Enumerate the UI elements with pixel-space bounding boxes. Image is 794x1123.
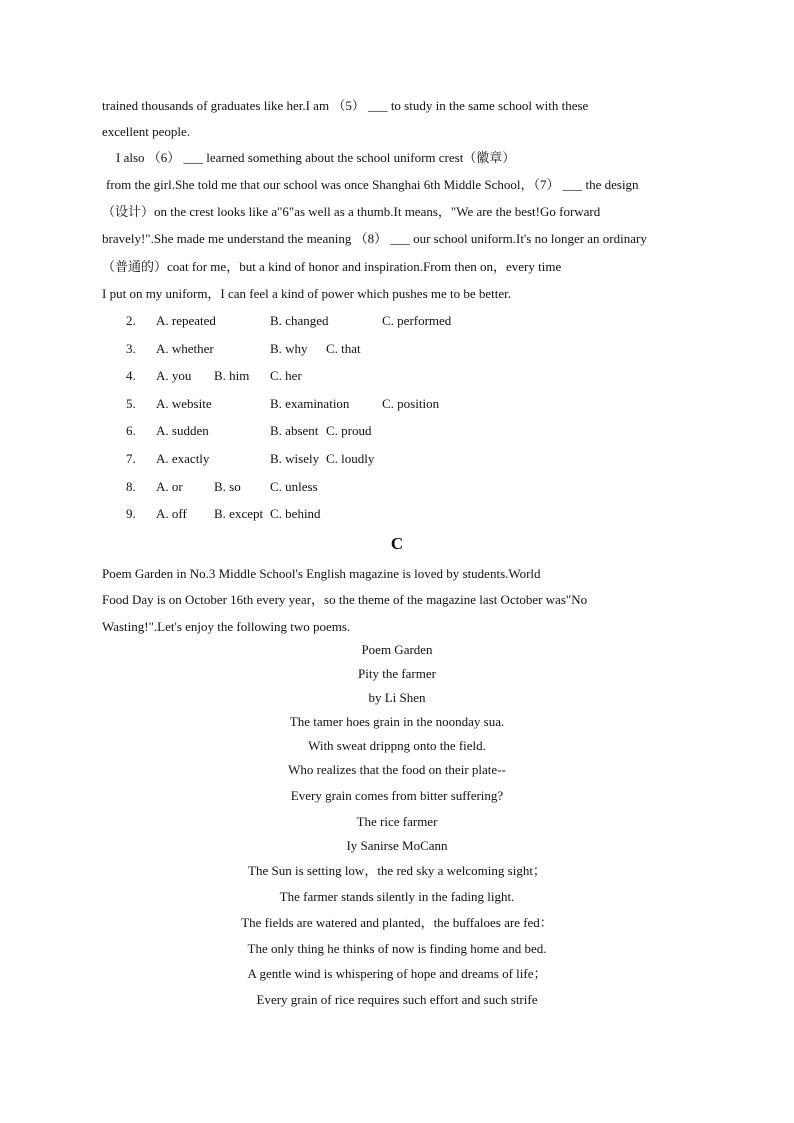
poem-1-author: by Li Shen <box>368 690 426 705</box>
option-c: C. performed <box>382 313 452 328</box>
option-c: C. that <box>326 340 361 356</box>
option-b: B. examination <box>270 395 350 411</box>
poem-title: Poem Garden <box>361 642 433 657</box>
question-options-list <box>126 311 526 532</box>
poem-line: The tamer hoes grain in the noonday sua. <box>289 714 505 729</box>
question-row <box>126 449 526 477</box>
poem-2-title: The rice farmer <box>356 814 438 829</box>
question-row <box>126 311 526 339</box>
poem-line: The Sun is setting low，the red sky a welcoming sight； <box>248 863 546 878</box>
question-row <box>126 366 526 394</box>
option-a: A. or <box>156 478 183 494</box>
option-a: A. website <box>156 395 212 411</box>
question-row <box>126 394 526 422</box>
option-c: C. her <box>270 368 302 384</box>
option-a: A. off <box>156 506 187 522</box>
option-c: C. behind <box>270 506 321 522</box>
passage-line-1: trained thousands of graduates like her.I am （5） ___ to study in the same school with these <box>102 98 589 113</box>
intro-line-3: Wasting!".Let's enjoy the following two poems. <box>102 619 351 634</box>
poem-line: The farmer stands silently in the fading light. <box>279 889 515 904</box>
option-b: B. changed <box>270 313 329 328</box>
passage-line-7: （普通的）coat for me，but a kind of honor and inspiration.From then on，every time <box>102 259 562 274</box>
question-number: 5. <box>126 395 136 411</box>
passage-line-5: （设计）on the crest looks like a"6"as well as a thumb.It means，"We are the best!Go forward <box>102 204 601 219</box>
passage-line-3: I also （6） ___ learned something about the school uniform crest（徽章） <box>116 150 516 165</box>
option-b: B. why <box>270 340 308 356</box>
option-a: A. sudden <box>156 423 209 439</box>
question-number: 6. <box>126 423 136 439</box>
question-number: 8. <box>126 478 136 494</box>
question-number: 9. <box>126 506 136 522</box>
passage-line-6: bravely!".She made me understand the meaning （8） ___ our school uniform.It's no longer an ordinary <box>102 231 647 246</box>
poem-1-title: Pity the farmer <box>358 666 436 681</box>
question-number: 7. <box>126 450 136 466</box>
poem-line: Who realizes that the food on their plate-- <box>288 762 506 777</box>
question-row <box>126 421 526 449</box>
question-row <box>126 339 526 367</box>
option-a: A. you <box>156 368 192 384</box>
question-row <box>126 504 526 532</box>
poem-line: The fields are watered and planted，the buffaloes are fed： <box>241 915 553 930</box>
option-b: B. so <box>214 478 241 494</box>
poem-line: With sweat drippng onto the field. <box>308 738 486 753</box>
question-number: 3. <box>126 340 136 356</box>
poem-line: A gentle wind is whispering of hope and dreams of life； <box>247 966 547 981</box>
option-a: A. repeated <box>156 313 216 328</box>
poem-line: The only thing he thinks of now is finding home and bed. <box>247 941 547 956</box>
option-c: C. unless <box>270 478 318 494</box>
option-b: B. except <box>214 506 264 522</box>
option-b: B. absent <box>270 423 319 439</box>
poem-line: Every grain of rice requires such effort and such strife <box>256 992 538 1007</box>
passage-line-4: from the girl.She told me that our school was once Shanghai 6th Middle School，（7） ___ the design <box>106 177 639 192</box>
intro-line-2: Food Day is on October 16th every year，so the theme of the magazine last October was"No <box>102 592 588 607</box>
intro-line-1: Poem Garden in No.3 Middle School's English magazine is loved by students.World <box>102 566 541 581</box>
option-b: B. him <box>214 368 250 384</box>
poem-line: Every grain comes from bitter suffering? <box>290 788 504 803</box>
option-a: A. exactly <box>156 450 210 466</box>
question-number: 2. <box>126 313 136 328</box>
option-a: A. whether <box>156 340 214 356</box>
question-number: 4. <box>126 368 136 384</box>
option-c: C. proud <box>326 423 372 439</box>
question-row <box>126 477 526 505</box>
poem-2-author: Iy Sanirse MoCann <box>346 838 448 853</box>
option-c: C. loudly <box>326 450 375 466</box>
section-heading: C <box>390 534 404 553</box>
passage-line-8: I put on my uniform，I can feel a kind of power which pushes me to be better. <box>102 286 512 301</box>
passage-line-2: excellent people. <box>102 124 191 139</box>
option-b: B. wisely <box>270 450 320 466</box>
option-c: C. position <box>382 395 440 411</box>
